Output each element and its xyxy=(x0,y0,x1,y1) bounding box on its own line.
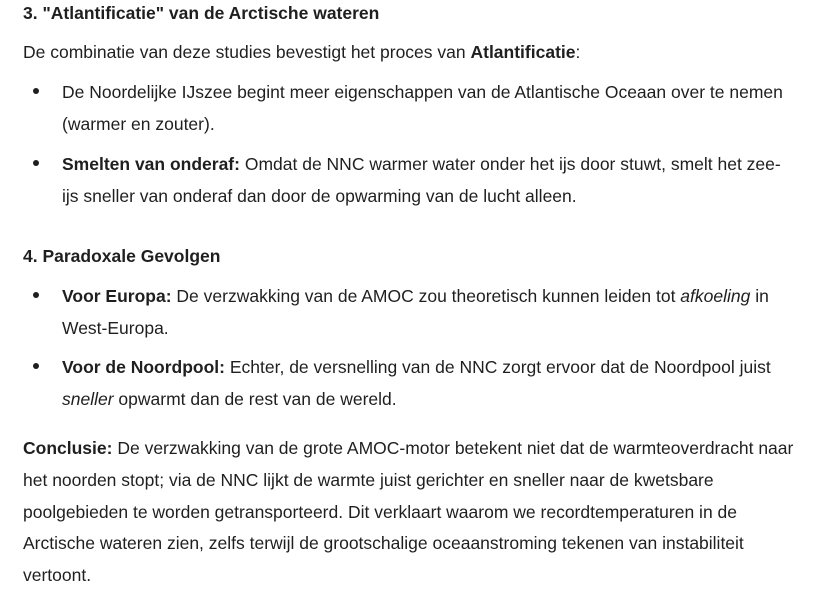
section-3-heading: 3. "Atlantificatie" van de Arctische wateren xyxy=(23,3,380,23)
list-item-text xyxy=(62,351,790,415)
list-item-italic: afkoeling xyxy=(680,286,751,306)
list-item-body: De verzwakking van de AMOC zou theoretisch kunnen leiden tot xyxy=(171,286,681,306)
list-item-text xyxy=(62,148,790,212)
conclusion-label: Conclusie: xyxy=(23,438,113,458)
list-item xyxy=(23,351,813,415)
conclusion-text: De verzwakking van de grote AMOC-motor betekent niet dat de warmteoverdracht naar het noorden stopt; via de NNC lijkt de warmte juist gerichter en sneller naar de kwetsbare poolgebieden te worden getransporteerd. Dit verklaart waarom we recordtemperaturen in de Arctische wateren zien, zelfs terwijl de grootschalige oceaanstroming tekenen van instabiliteit vertoont. xyxy=(23,438,794,586)
bullet-dot xyxy=(33,363,39,369)
section-4-heading: 4. Paradoxale Gevolgen xyxy=(23,246,221,266)
list-item-italic: sneller xyxy=(62,389,114,409)
list-item-body: De Noordelijke IJszee begint meer eigenschappen van de Atlantische Oceaan over te nemen (warmer en zouter). xyxy=(62,82,783,134)
list-item xyxy=(23,148,813,212)
list-item-body: Echter, de versnelling van de NNC zorgt ervoor dat de Noordpool juist xyxy=(225,357,771,377)
section-3-intro xyxy=(23,38,813,66)
list-item-text xyxy=(62,76,790,140)
list-item-body-end: in West-Europa. xyxy=(62,286,769,338)
intro-colon: : xyxy=(575,42,581,62)
list-item-bold: Voor de Noordpool: xyxy=(62,357,225,377)
list-item-body: Omdat de NNC warmer water onder het ijs door stuwt, smelt het zee-ijs sneller van onderaf dan door de opwarming van de lucht alleen. xyxy=(62,154,781,206)
list-item-body-end: opwarmt dan de rest van de wereld. xyxy=(113,389,397,409)
list-item xyxy=(23,280,813,344)
bullet-dot xyxy=(33,160,39,166)
list-item-text xyxy=(62,280,790,344)
bullet-dot xyxy=(33,292,39,298)
conclusion-paragraph xyxy=(23,433,803,592)
intro-text: De combinatie van deze studies bevestigt het proces van xyxy=(23,42,471,62)
bullet-dot xyxy=(33,88,39,94)
list-item-bold: Voor Europa: xyxy=(62,286,172,306)
list-item xyxy=(23,76,813,140)
list-item-bold: Smelten van onderaf: xyxy=(62,154,240,174)
intro-bold-term: Atlantificatie xyxy=(470,42,576,62)
